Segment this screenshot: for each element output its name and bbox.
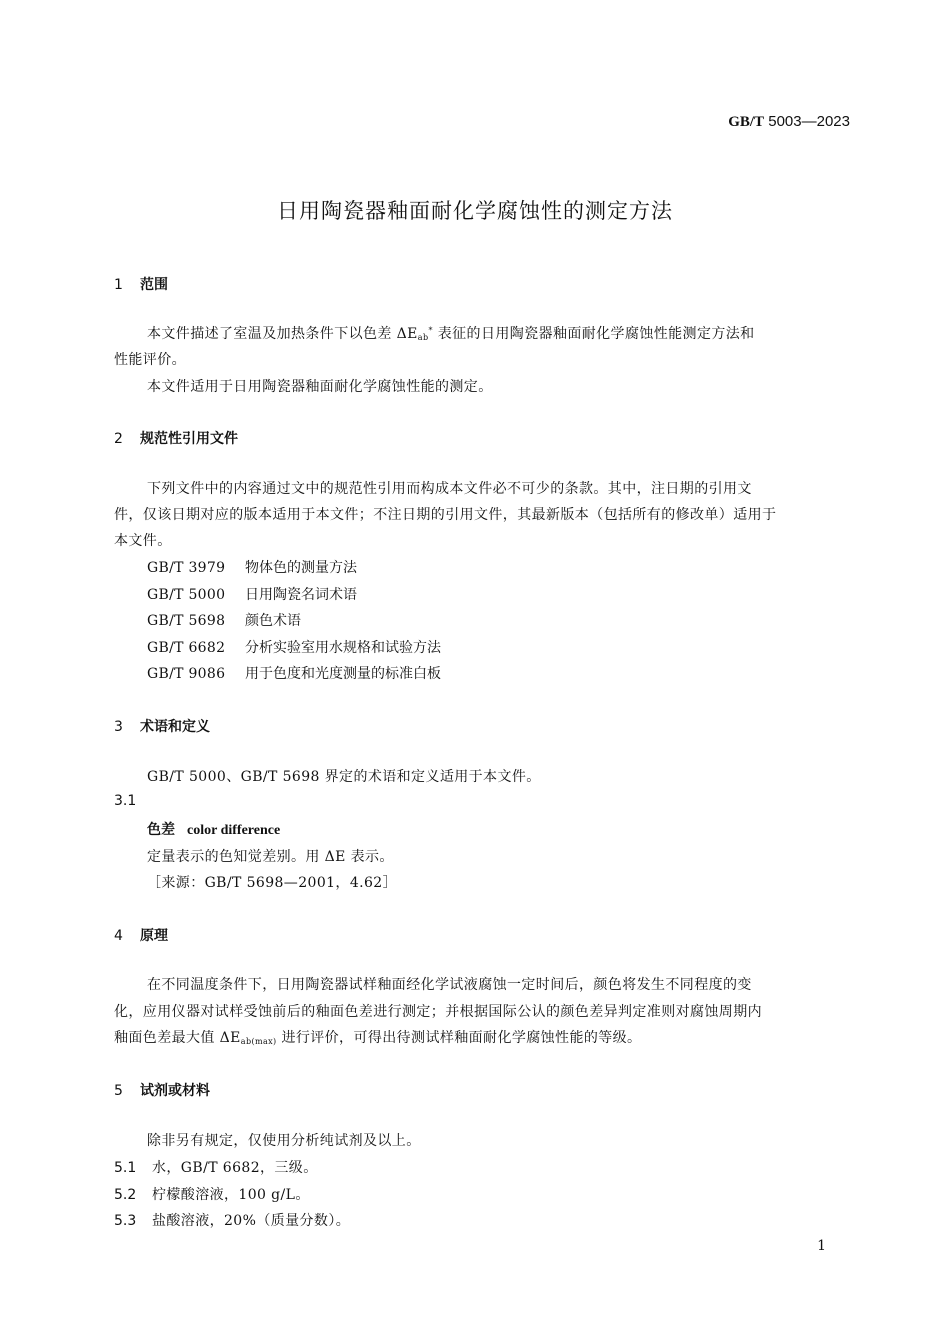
section-5-heading [114, 1080, 210, 1100]
list-item [114, 1157, 318, 1177]
item-number: 5.2 [114, 1187, 137, 1203]
document-title: 日用陶瓷器釉面耐化学腐蚀性的测定方法 [277, 199, 673, 223]
reference-code: GB/T 3979 [147, 560, 226, 576]
s2-para-line2: 件，仅该日期对应的版本适用于本文件；不注日期的引用文件，其最新版本（包括所有的修改单）适用于 [114, 507, 777, 523]
term-source: ［来源：GB/T 5698—2001，4.62］ [147, 875, 398, 891]
reference-code: GB/T 5000 [147, 587, 226, 603]
term-number: 3.1 [114, 793, 137, 809]
s1-subscript: ab [417, 333, 429, 342]
reference-title: 颜色术语 [245, 613, 301, 629]
item-text: 柠檬酸溶液，100 g/L。 [152, 1187, 310, 1203]
section-number: 1 [114, 277, 123, 293]
s4-line3 [114, 1027, 641, 1047]
term-definition: 定量表示的色知觉差别。用 ΔE 表示。 [147, 849, 394, 865]
section-title: 术语和定义 [140, 719, 210, 735]
s1-text-b: 表征的日用陶瓷器釉面耐化学腐蚀性能测定方法和 [432, 326, 755, 342]
s1-para2: 本文件适用于日用陶瓷器釉面耐化学腐蚀性能的测定。 [147, 379, 493, 395]
s1-para1-line2: 性能评价。 [114, 352, 186, 368]
section-1-heading [114, 274, 168, 294]
reference-item [147, 610, 301, 630]
item-text: 水，GB/T 6682，三级。 [152, 1160, 318, 1176]
s4-line2: 化，应用仪器对试样受蚀前后的釉面色差进行测定；并根据国际公认的颜色差异判定准则对腐蚀周期内 [114, 1004, 762, 1020]
s1-superscript: * [428, 326, 433, 335]
s2-para-line1: 下列文件中的内容通过文中的规范性引用而构成本文件必不可少的条款。其中，注日期的引用文 [147, 481, 752, 497]
section-2-heading [114, 428, 238, 448]
standard-prefix: GB/T [728, 114, 765, 130]
item-text: 盐酸溶液，20%（质量分数）。 [152, 1213, 351, 1229]
s4-text-b: 进行评价，可得出待测试样釉面耐化学腐蚀性能的等级。 [276, 1030, 642, 1046]
list-item [114, 1210, 350, 1230]
reference-item [147, 637, 441, 657]
reference-item [147, 584, 357, 604]
s2-para-line3: 本文件。 [114, 533, 172, 549]
section-title: 试剂或材料 [140, 1083, 210, 1099]
reference-title: 分析实验室用水规格和试验方法 [245, 640, 441, 656]
section-title: 原理 [140, 928, 168, 944]
reference-title: 日用陶瓷名词术语 [245, 587, 357, 603]
term-english: color difference [187, 823, 281, 838]
reference-code: GB/T 9086 [147, 666, 226, 682]
section-4-heading [114, 925, 168, 945]
item-number: 5.3 [114, 1213, 137, 1229]
s5-para: 除非另有规定，仅使用分析纯试剂及以上。 [147, 1133, 421, 1149]
section-number: 2 [114, 431, 123, 447]
item-number: 5.1 [114, 1160, 137, 1176]
reference-item [147, 663, 441, 683]
reference-title: 物体色的测量方法 [245, 560, 357, 576]
s4-line1: 在不同温度条件下，日用陶瓷器试样釉面经化学试液腐蚀一定时间后，颜色将发生不同程度的变 [147, 977, 752, 993]
section-number: 3 [114, 719, 123, 735]
list-item [114, 1184, 310, 1204]
reference-title: 用于色度和光度测量的标准白板 [245, 666, 441, 682]
section-number: 5 [114, 1083, 123, 1099]
s3-para: GB/T 5000、GB/T 5698 界定的术语和定义适用于本文件。 [147, 769, 541, 785]
page-number: 1 [817, 1238, 826, 1254]
section-title: 范围 [140, 277, 168, 293]
term-entry [147, 819, 280, 839]
s1-para1-line1 [147, 323, 755, 343]
s4-subscript: ab(max) [240, 1037, 277, 1046]
reference-code: GB/T 5698 [147, 613, 226, 629]
term-chinese: 色差 [147, 822, 175, 838]
section-title: 规范性引用文件 [140, 431, 238, 447]
section-3-heading [114, 716, 210, 736]
s4-text-a: 釉面色差最大值 ΔE [114, 1030, 241, 1046]
reference-item [147, 557, 357, 577]
reference-code: GB/T 6682 [147, 640, 226, 656]
section-number: 4 [114, 928, 123, 944]
standard-code [0, 113, 850, 131]
s1-text-a: 本文件描述了室温及加热条件下以色差 ΔE [147, 326, 418, 342]
standard-number: 5003—2023 [768, 113, 850, 130]
